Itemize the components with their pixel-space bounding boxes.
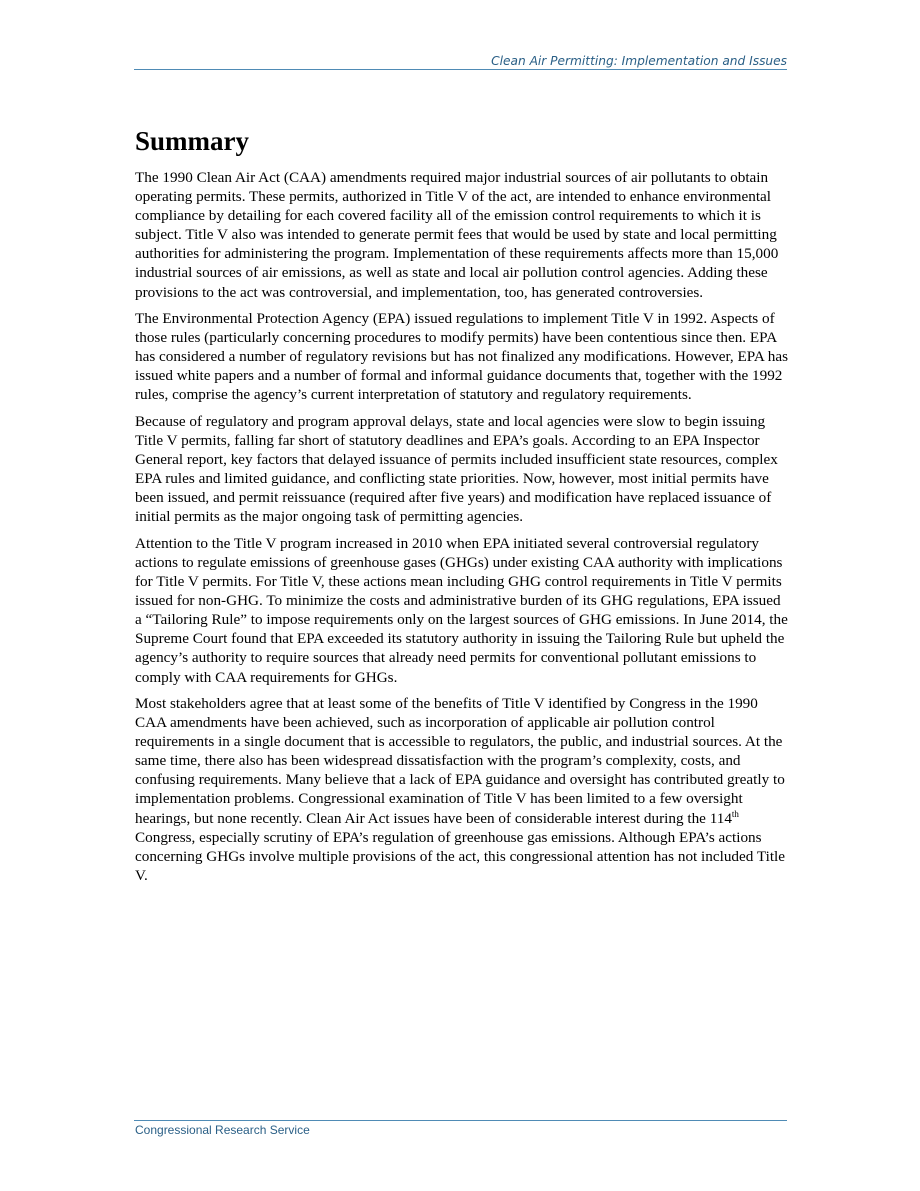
header-divider [134, 69, 787, 70]
paragraph-5 [135, 694, 790, 885]
footer-divider [134, 1120, 787, 1121]
summary-body [135, 168, 790, 892]
ordinal-suffix: th [731, 808, 739, 819]
paragraph-2: The Environmental Protection Agency (EPA) issued regulations to implement Title V in 1992. Aspects of those rules (particularly concerning procedures to modify permits) have been contentious since then. EPA has considered a number of regulatory revisions but has not finalized any modifications. However, EPA has issued white papers and a number of formal and informal guidance documents that, together with the 1992 rules, comprise the agency’s current interpretation of statutory and regulatory requirements. [135, 310, 789, 404]
paragraph-1: The 1990 Clean Air Act (CAA) amendments required major industrial sources of air pollutants to obtain operating permits. These permits, authorized in Title V of the act, are intended to enhance environmental compliance by detailing for each covered facility all of the emission control requirements to which it is subject. Title V also was intended to generate permit fees that would be used by state and local permitting authorities for administering the program. Implementation of these requirements affects more than 15,000 industrial sources of air emissions, as well as state and local air pollution control agencies. Adding these provisions to the act was controversial, and implementation, too, has generated controversies. [135, 169, 779, 301]
paragraph-5-text-a: Most stakeholders agree that at least some of the benefits of Title V identified by Congress in the 1990 CAA amendments have been achieved, such as incorporation of applicable air pollution control requirements in a single document that is accessible to regulators, the public, and industrial sources. At the same time, there also has been widespread dissatisfaction with the program’s complexity, costs, and confusing requirements. Many believe that a lack of EPA guidance and oversight has contributed greatly to implementation problems. Congressional examination of Title V has been limited to a few oversight hearings, but none recently. Clean Air Act issues have been of considerable interest during the 114 [135, 695, 785, 827]
paragraph-5-text-b: Congress, especially scrutiny of EPA’s regulation of greenhouse gas emissions. Although EPA’s actions concerning GHGs involve multiple provisions of the act, this congressional attention has not included Title V. [135, 828, 786, 884]
footer-org: Congressional Research Service [135, 1123, 310, 1137]
running-header: Clean Air Permitting: Implementation and Issues [491, 54, 787, 68]
section-title: Summary [135, 126, 249, 156]
paragraph-3: Because of regulatory and program approval delays, state and local agencies were slow to begin issuing Title V permits, falling far short of statutory deadlines and EPA’s goals. According to an EPA Inspector General report, key factors that delayed issuance of permits included insufficient state resources, complex EPA rules and limited guidance, and conflicting state priorities. Now, however, most initial permits have been issued, and permit reissuance (required after five years) and modification have replaced issuance of initial permits as the major ongoing task of permitting agencies. [135, 412, 778, 526]
paragraph-4: Attention to the Title V program increased in 2010 when EPA initiated several controversial regulatory actions to regulate emissions of greenhouse gases (GHGs) under existing CAA authority with implications for Title V permits. For Title V, these actions mean including GHG control requirements in Title V permits issued for non-GHG. To minimize the costs and administrative burden of its GHG regulations, EPA issued a “Tailoring Rule” to impose requirements only on the largest sources of GHG emissions. In June 2014, the Supreme Court found that EPA exceeded its statutory authority in issuing the Tailoring Rule but upheld the agency’s authority to require sources that already need permits for conventional pollutant emissions to comply with CAA requirements for GHGs. [135, 534, 788, 686]
